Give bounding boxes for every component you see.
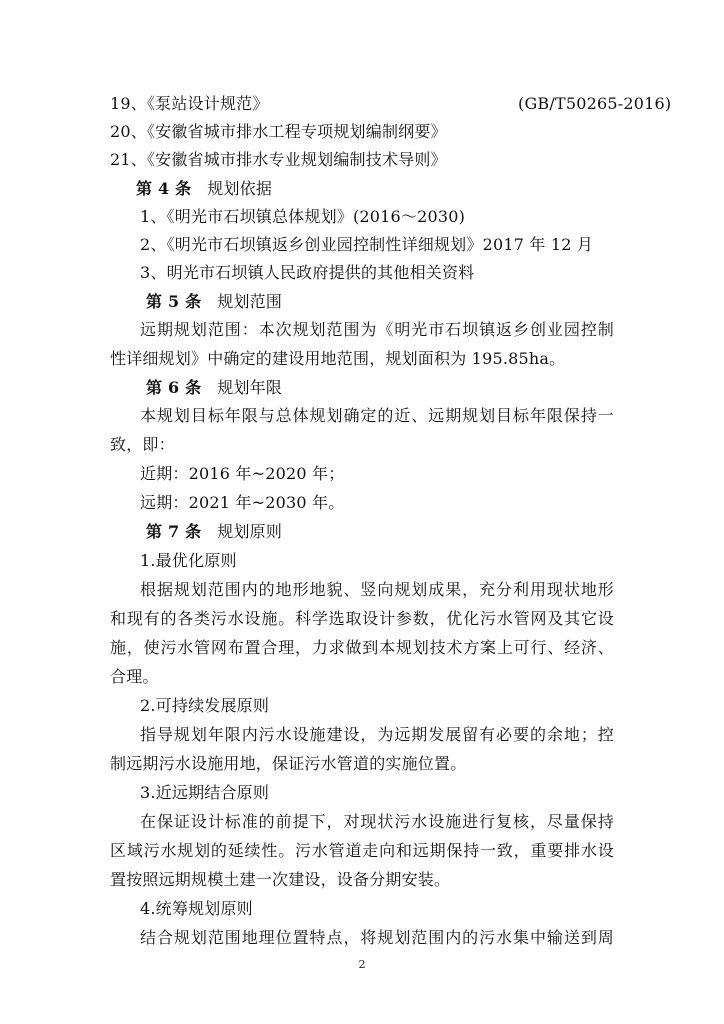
article-5-title: 规划范围	[217, 292, 283, 311]
article-6-heading	[146, 378, 656, 398]
long-term-period: 远期：2021 年~2030 年。	[140, 493, 345, 512]
article-6-number: 第 6 条	[146, 378, 202, 397]
principle-1-line-2: 和现有的各类污水设施。科学选取设计参数，优化污水管网及其它设	[110, 609, 614, 628]
principle-1-line-4: 合理。	[110, 667, 159, 686]
reference-19	[110, 94, 672, 114]
basis-item-1: 1、《明光市石坝镇总体规划》(2016～2030)	[140, 207, 466, 226]
principle-2-title: 2.可持续发展原则	[140, 696, 270, 715]
article-7-number: 第 7 条	[146, 522, 202, 541]
scope-paragraph-line-2: 性详细规划》中确定的建设用地范围，规划面积为 195.85ha。	[110, 349, 566, 368]
article-7-heading	[146, 522, 656, 542]
principle-4-title: 4.统筹规划原则	[140, 899, 253, 918]
principle-3-line-1: 在保证设计标准的前提下，对现状污水设施进行复核，尽量保持	[140, 812, 614, 831]
article-7-title: 规划原则	[217, 522, 283, 541]
near-term-period: 近期：2016 年~2020 年；	[140, 464, 345, 483]
principle-1-line-3: 施，使污水管网布置合理，力求做到本规划技术方案上可行、经济、	[110, 638, 614, 657]
reference-19-title: 19、《泵站设计规范》	[110, 94, 269, 113]
principle-1-title: 1.最优化原则	[140, 551, 237, 570]
article-4-title: 规划依据	[207, 179, 273, 198]
principle-3-line-3: 置按照远期规模土建一次建设，设备分期安装。	[110, 870, 451, 889]
principle-1-line-1: 根据规划范围内的地形地貌、竖向规划成果，充分利用现状地形	[140, 580, 614, 599]
principle-4-line-1: 结合规划范围地理位置特点，将规划范围内的污水集中输送到周	[140, 928, 614, 947]
principle-2-line-2: 制远期污水设施用地，保证污水管道的实施位置。	[110, 754, 467, 773]
basis-item-3: 3、明光市石坝镇人民政府提供的其他相关资料	[140, 263, 475, 282]
principle-2-line-1: 指导规划年限内污水设施建设，为远期发展留有必要的余地；控	[140, 725, 614, 744]
article-4-heading	[136, 179, 646, 199]
reference-20: 20、《安徽省城市排水工程专项规划编制纲要》	[110, 122, 447, 141]
basis-item-2: 2、《明光市石坝镇返乡创业园控制性详细规划》2017 年 12 月	[140, 235, 594, 254]
reference-19-code: (GB/T50265-2016)	[518, 94, 672, 113]
principle-3-line-2: 区域污水规划的延续性。污水管道走向和远期保持一致，重要排水设	[110, 841, 614, 860]
period-paragraph-line-2: 致，即：	[110, 435, 175, 454]
article-5-number: 第 5 条	[146, 292, 202, 311]
principle-3-title: 3.近远期结合原则	[140, 783, 270, 802]
article-6-title: 规划年限	[217, 378, 283, 397]
article-5-heading	[146, 292, 656, 312]
reference-21: 21、《安徽省城市排水专业规划编制技术导则》	[110, 150, 447, 169]
period-paragraph-line-1: 本规划目标年限与总体规划确定的近、远期规划目标年限保持一	[140, 406, 614, 425]
scope-paragraph-line-1: 远期规划范围：本次规划范围为《明光市石坝镇返乡创业园控制	[140, 320, 614, 339]
article-4-number: 第 4 条	[136, 179, 192, 198]
page-number: 2	[358, 958, 366, 971]
